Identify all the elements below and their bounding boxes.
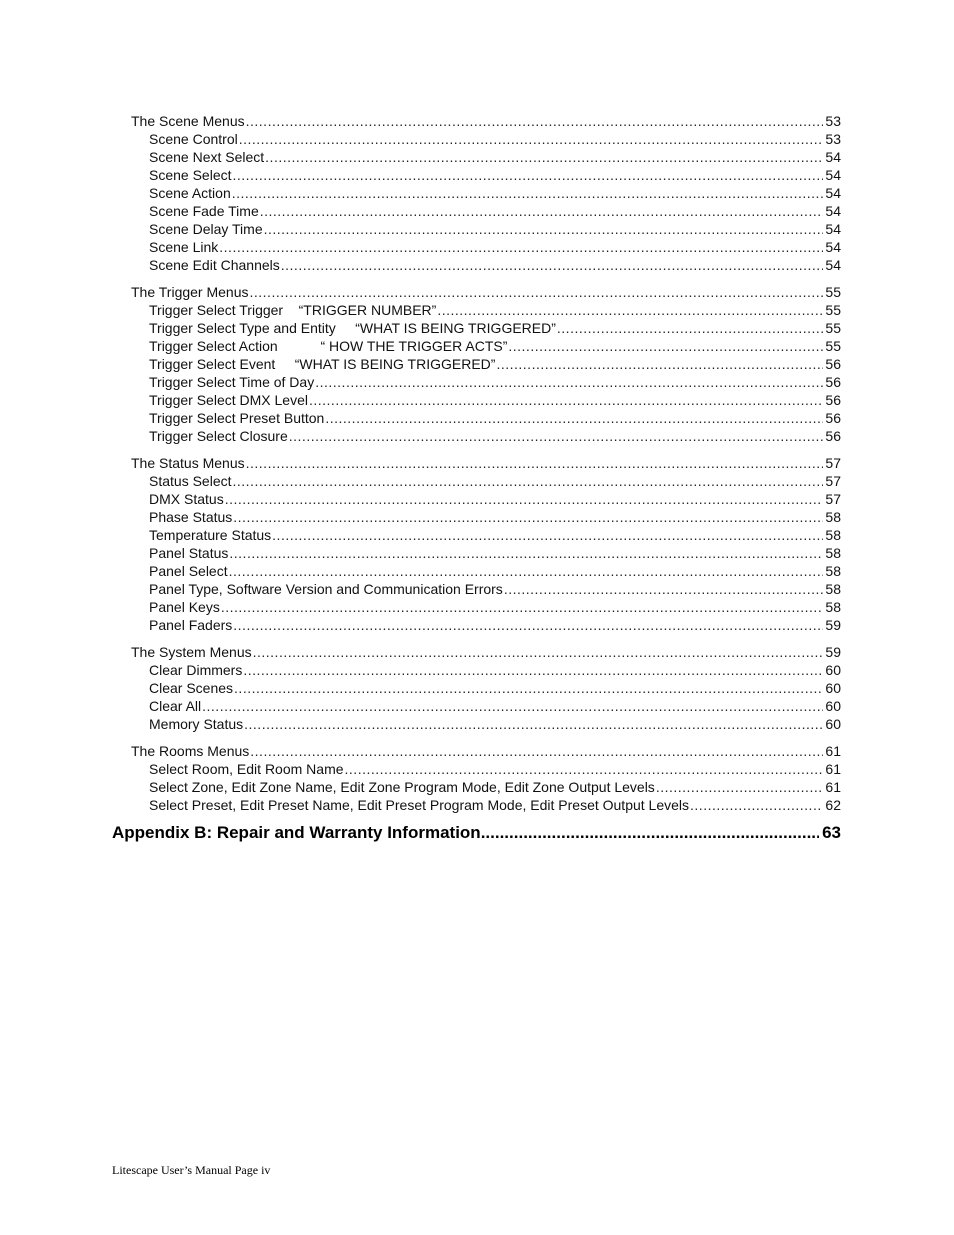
page-footer: Litescape User’s Manual Page iv bbox=[112, 1163, 271, 1177]
toc-leader-dots bbox=[233, 472, 824, 490]
toc-entry-title: Trigger Select Type and Entity “WHAT IS BEING TRIGGERED” bbox=[149, 320, 556, 336]
toc-leader-dots bbox=[234, 679, 823, 697]
toc-entry[interactable] bbox=[131, 409, 841, 427]
toc-page-number: 58 bbox=[825, 545, 841, 561]
toc-entry[interactable] bbox=[131, 202, 841, 220]
toc-leader-dots bbox=[221, 598, 824, 616]
toc-entry-title: Clear Scenes bbox=[149, 680, 234, 696]
toc-leader-dots bbox=[243, 661, 823, 679]
toc-page-number: 54 bbox=[825, 167, 841, 183]
toc-entry[interactable] bbox=[131, 697, 841, 715]
toc-entry-title: Scene Select bbox=[149, 167, 232, 183]
toc-leader-dots bbox=[232, 184, 824, 202]
toc-entry-title: The System Menus bbox=[131, 644, 252, 660]
toc-leader-dots bbox=[229, 562, 824, 580]
toc-entry-title: Trigger Select Preset Button bbox=[149, 410, 325, 426]
toc-page-number: 53 bbox=[825, 113, 841, 129]
toc-leader-dots bbox=[325, 409, 823, 427]
toc-leader-dots bbox=[244, 715, 823, 733]
toc-entry[interactable] bbox=[131, 355, 841, 373]
toc-entry-title: Scene Fade Time bbox=[149, 203, 259, 219]
toc-entry[interactable] bbox=[131, 616, 841, 634]
toc-entry-title: Scene Control bbox=[149, 131, 238, 147]
toc-appendix-entry[interactable] bbox=[112, 822, 841, 844]
toc-entry-title: Clear Dimmers bbox=[149, 662, 243, 678]
toc-entry-title: Status Select bbox=[149, 473, 232, 489]
toc-leader-dots bbox=[557, 319, 824, 337]
toc-entry-title: Panel Status bbox=[149, 545, 229, 561]
toc-entry[interactable] bbox=[131, 598, 841, 616]
toc-section-group bbox=[131, 742, 841, 814]
toc-leader-dots bbox=[481, 822, 819, 844]
toc-leader-dots bbox=[233, 508, 823, 526]
toc-entry-title: Scene Link bbox=[149, 239, 219, 255]
toc-page-number: 54 bbox=[825, 257, 841, 273]
toc-page-number: 55 bbox=[825, 284, 841, 300]
toc-leader-dots bbox=[233, 166, 824, 184]
toc-section-heading[interactable] bbox=[131, 643, 841, 661]
toc-entry-title: Scene Action bbox=[149, 185, 231, 201]
toc-entry[interactable] bbox=[131, 166, 841, 184]
toc-leader-dots bbox=[250, 742, 823, 760]
toc-entry[interactable] bbox=[131, 337, 841, 355]
toc-page-number: 58 bbox=[825, 581, 841, 597]
toc-leader-dots bbox=[246, 454, 824, 472]
toc-entry-title: Scene Edit Channels bbox=[149, 257, 280, 273]
toc-entry[interactable] bbox=[131, 490, 841, 508]
toc-appendix-page-number: 63 bbox=[822, 823, 841, 842]
toc-entry[interactable] bbox=[131, 373, 841, 391]
toc-leader-dots bbox=[309, 391, 823, 409]
toc-entry-title: Phase Status bbox=[149, 509, 233, 525]
toc-leader-dots bbox=[504, 580, 824, 598]
toc-page-number: 54 bbox=[825, 239, 841, 255]
toc-entry-title: Panel Type, Software Version and Communication Errors bbox=[149, 581, 503, 597]
toc-page-number: 57 bbox=[825, 455, 841, 471]
toc-leader-dots bbox=[225, 490, 824, 508]
toc-entry-title: Trigger Select Action “ HOW THE TRIGGER ACTS” bbox=[149, 338, 508, 354]
toc-entry[interactable] bbox=[131, 715, 841, 733]
toc-page-number: 61 bbox=[825, 761, 841, 777]
toc-leader-dots bbox=[272, 526, 823, 544]
toc-leader-dots bbox=[496, 355, 823, 373]
toc-entry[interactable] bbox=[131, 256, 841, 274]
toc-page-number: 54 bbox=[825, 203, 841, 219]
toc-entry[interactable] bbox=[131, 679, 841, 697]
toc-entry[interactable] bbox=[131, 778, 841, 796]
toc-leader-dots bbox=[265, 148, 823, 166]
toc-leader-dots bbox=[246, 112, 824, 130]
toc-entry[interactable] bbox=[131, 319, 841, 337]
toc-page-number: 57 bbox=[825, 491, 841, 507]
toc-page-number: 60 bbox=[825, 662, 841, 678]
toc-entry[interactable] bbox=[131, 220, 841, 238]
toc-leader-dots bbox=[289, 427, 824, 445]
toc-entry[interactable] bbox=[131, 184, 841, 202]
toc-entry[interactable] bbox=[131, 796, 841, 814]
toc-page-number: 56 bbox=[825, 428, 841, 444]
toc-leader-dots bbox=[437, 301, 823, 319]
toc-section-group bbox=[131, 283, 841, 445]
toc-entry-title: Select Preset, Edit Preset Name, Edit Preset Program Mode, Edit Preset Output Levels bbox=[149, 797, 690, 813]
toc-page-number: 56 bbox=[825, 392, 841, 408]
toc-section-group bbox=[131, 454, 841, 634]
toc-entry[interactable] bbox=[131, 526, 841, 544]
toc-page-number: 54 bbox=[825, 185, 841, 201]
toc-entry[interactable] bbox=[131, 508, 841, 526]
toc-page-number: 55 bbox=[825, 302, 841, 318]
toc-leader-dots bbox=[281, 256, 824, 274]
toc-leader-dots bbox=[260, 202, 824, 220]
toc-leader-dots bbox=[315, 373, 823, 391]
toc-section-group bbox=[131, 112, 841, 274]
toc-page-number: 59 bbox=[825, 617, 841, 633]
toc-entry-title: The Trigger Menus bbox=[131, 284, 249, 300]
toc-page-number: 58 bbox=[825, 563, 841, 579]
toc-section-heading[interactable] bbox=[131, 283, 841, 301]
toc-section-group bbox=[131, 643, 841, 733]
toc-page-number: 60 bbox=[825, 716, 841, 732]
toc-entry-title: Trigger Select DMX Level bbox=[149, 392, 308, 408]
toc-entry-title: The Rooms Menus bbox=[131, 743, 250, 759]
toc-page-number: 61 bbox=[825, 743, 841, 759]
toc-entry[interactable] bbox=[131, 472, 841, 490]
table-of-contents bbox=[131, 112, 841, 823]
toc-page-number: 58 bbox=[825, 599, 841, 615]
toc-leader-dots bbox=[508, 337, 823, 355]
toc-leader-dots bbox=[239, 130, 824, 148]
toc-entry-title: Memory Status bbox=[149, 716, 244, 732]
toc-page-number: 56 bbox=[825, 374, 841, 390]
toc-entry-title: Select Zone, Edit Zone Name, Edit Zone Program Mode, Edit Zone Output Levels bbox=[149, 779, 655, 795]
toc-leader-dots bbox=[229, 544, 823, 562]
toc-entry-title: Panel Select bbox=[149, 563, 228, 579]
toc-entry[interactable] bbox=[131, 580, 841, 598]
toc-entry[interactable] bbox=[131, 238, 841, 256]
toc-entry-title: Clear All bbox=[149, 698, 202, 714]
toc-entry[interactable] bbox=[131, 427, 841, 445]
toc-entry[interactable] bbox=[131, 301, 841, 319]
toc-entry[interactable] bbox=[131, 148, 841, 166]
toc-leader-dots bbox=[250, 283, 824, 301]
toc-entry[interactable] bbox=[131, 661, 841, 679]
toc-appendix-title: Appendix B: Repair and Warranty Information bbox=[112, 823, 481, 842]
toc-page-number: 56 bbox=[825, 410, 841, 426]
toc-page-number: 53 bbox=[825, 131, 841, 147]
toc-entry[interactable] bbox=[131, 562, 841, 580]
toc-entry[interactable] bbox=[131, 544, 841, 562]
toc-entry-title: Trigger Select Trigger “TRIGGER NUMBER” bbox=[149, 302, 437, 318]
toc-page-number: 60 bbox=[825, 698, 841, 714]
toc-entry-title: Trigger Select Event “WHAT IS BEING TRIGGERED” bbox=[149, 356, 496, 372]
toc-leader-dots bbox=[345, 760, 824, 778]
toc-entry-title: Trigger Select Time of Day bbox=[149, 374, 315, 390]
toc-entry[interactable] bbox=[131, 760, 841, 778]
toc-entry[interactable] bbox=[131, 130, 841, 148]
toc-entry-title: The Status Menus bbox=[131, 455, 245, 471]
toc-page-number: 54 bbox=[825, 149, 841, 165]
toc-page-number: 60 bbox=[825, 680, 841, 696]
toc-entry-title: Scene Next Select bbox=[149, 149, 265, 165]
toc-entry-title: Scene Delay Time bbox=[149, 221, 263, 237]
toc-entry[interactable] bbox=[131, 391, 841, 409]
toc-entry-title: Select Room, Edit Room Name bbox=[149, 761, 344, 777]
toc-entry-title: The Scene Menus bbox=[131, 113, 245, 129]
toc-section-heading[interactable] bbox=[131, 742, 841, 760]
toc-page-number: 58 bbox=[825, 509, 841, 525]
toc-leader-dots bbox=[253, 643, 824, 661]
toc-entry-title: Panel Keys bbox=[149, 599, 220, 615]
toc-leader-dots bbox=[690, 796, 823, 814]
toc-section-heading[interactable] bbox=[131, 112, 841, 130]
toc-page-number: 54 bbox=[825, 221, 841, 237]
toc-page-number: 55 bbox=[825, 320, 841, 336]
toc-page-number: 55 bbox=[825, 338, 841, 354]
toc-section-heading[interactable] bbox=[131, 454, 841, 472]
toc-leader-dots bbox=[202, 697, 823, 715]
toc-page-number: 58 bbox=[825, 527, 841, 543]
toc-entry-title: Trigger Select Closure bbox=[149, 428, 288, 444]
toc-entry-title: DMX Status bbox=[149, 491, 224, 507]
toc-page-number: 57 bbox=[825, 473, 841, 489]
toc-leader-dots bbox=[219, 238, 823, 256]
toc-leader-dots bbox=[656, 778, 824, 796]
toc-page-number: 62 bbox=[825, 797, 841, 813]
toc-leader-dots bbox=[233, 616, 823, 634]
toc-entry-title: Panel Faders bbox=[149, 617, 233, 633]
toc-page-number: 59 bbox=[825, 644, 841, 660]
toc-page-number: 61 bbox=[825, 779, 841, 795]
toc-entry-title: Temperature Status bbox=[149, 527, 272, 543]
toc-leader-dots bbox=[264, 220, 824, 238]
toc-page-number: 56 bbox=[825, 356, 841, 372]
